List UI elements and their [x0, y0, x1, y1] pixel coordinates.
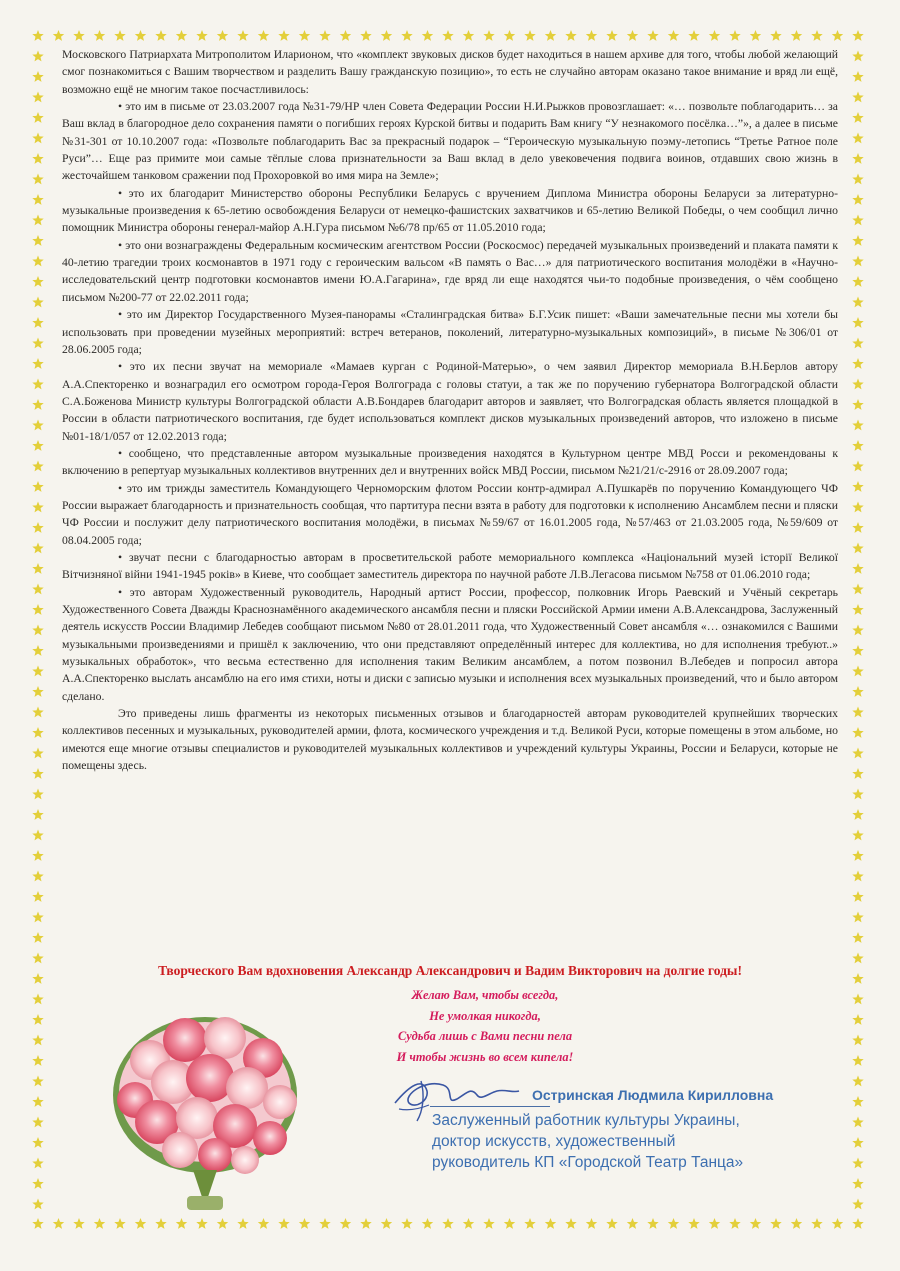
poem-line: Желаю Вам, чтобы всегда,: [411, 988, 559, 1002]
signer-title-line: Заслуженный работник культуры Украины,: [432, 1112, 740, 1129]
border-star-icon: [852, 912, 863, 923]
border-star-icon: [32, 1035, 43, 1046]
border-star-icon: [606, 30, 617, 41]
border-star-icon: [729, 1218, 740, 1229]
border-star-icon: [709, 30, 720, 41]
border-star-icon: [852, 379, 863, 390]
border-star-icon: [32, 71, 43, 82]
border-star-icon: [32, 440, 43, 451]
border-star-icon: [360, 1218, 371, 1229]
border-star-icon: [32, 379, 43, 390]
border-star-icon: [422, 1218, 433, 1229]
border-star-icon: [770, 1218, 781, 1229]
paragraph-conclusion: Это приведены лишь фрагменты из некоторых письменных отзывов и благодарностей авторам руководителей крупнейших творческих коллективов песенных и музыкальных, руководителей армии, флота, космического учреждения и т.д. Великой Руси, которые помещены в этом альбоме, но имеются еще многие отзывы специалистов и руководителей музыкальных коллективов и учреждений культуры Украины, России и Беларуси, которые не помещены здесь.: [62, 707, 838, 773]
border-star-icon: [32, 645, 43, 656]
border-star-icon: [852, 809, 863, 820]
border-star-icon: [852, 481, 863, 492]
border-star-icon: [463, 30, 474, 41]
border-star-icon: [524, 1218, 535, 1229]
border-star-icon: [32, 481, 43, 492]
border-star-icon: [852, 1218, 863, 1229]
border-star-icon: [32, 1137, 43, 1148]
border-star-icon: [360, 30, 371, 41]
border-star-icon: [32, 1055, 43, 1066]
border-star-icon: [155, 1218, 166, 1229]
border-star-icon: [647, 1218, 658, 1229]
paragraph-ryzhkov: • это им в письме от 23.03.2007 года №31-79/НР член Совета Федерации России Н.И.Рыжков провозглашает: «… позвольте поблагодарить… за Ваш вклад в благородное дело сохранения памяти о погибших героях Курской битвы и подарить Вам книгу “У незнакомого посёлка…”», а далее в письме №31-301 от 10.10.2007 года: «Позвольте поблагодарить Вас за прекрасный подарок – “Героическую музыкальную поэму-летопись “Третье Ратное поле Руси”… Еще раз примите мои самые тёплые слова признательности за Ваш вклад в дело увековечения подвига воинов, отдавших свою жизнь в жесточайшем танковом сражении под Прохоровкой во имя мира на Земле»;: [62, 100, 838, 183]
border-star-icon: [299, 30, 310, 41]
border-star-icon: [791, 1218, 802, 1229]
border-star-icon: [668, 1218, 679, 1229]
paragraph-kiev-museum: • звучат песни с благодарностью авторам в просветительской работе мемориального комплекса «Національний музей історії Великої Вітчизняної війни 1941-1945 років» в Киеве, что сообщает заместитель директора по научной работе Л.В.Легасова письмом №758 от 01.06.2010 года;: [62, 550, 838, 582]
border-star-icon: [381, 30, 392, 41]
border-star-icon: [237, 1218, 248, 1229]
border-star-icon: [32, 809, 43, 820]
border-star-icon: [319, 30, 330, 41]
border-star-icon: [852, 256, 863, 267]
signer-title-line: доктор искусств, художественный: [432, 1133, 676, 1150]
border-star-icon: [237, 30, 248, 41]
border-star-icon: [852, 1055, 863, 1066]
border-star-icon: [196, 1218, 207, 1229]
border-star-icon: [32, 891, 43, 902]
border-star-icon: [53, 1218, 64, 1229]
poem-line: Не умолкая никогда,: [429, 1008, 541, 1023]
border-star-icon: [32, 994, 43, 1005]
border-star-icon: [852, 748, 863, 759]
border-star-icon: [53, 30, 64, 41]
poem-line: Судьба лишь с Вами песни пела: [397, 1029, 573, 1043]
border-star-icon: [852, 30, 863, 41]
border-star-icon: [832, 1218, 843, 1229]
border-star-icon: [32, 522, 43, 533]
border-star-icon: [32, 563, 43, 574]
border-star-icon: [852, 153, 863, 164]
border-star-icon: [32, 215, 43, 226]
border-star-icon: [32, 358, 43, 369]
border-star-icon: [176, 1218, 187, 1229]
border-star-icon: [114, 30, 125, 41]
border-star-icon: [852, 440, 863, 451]
border-star-icon: [73, 1218, 84, 1229]
border-star-icon: [196, 30, 207, 41]
paragraph-mamaev-kurgan: • это их песни звучат на мемориале «Мамаев курган с Родиной-Матерью», о чем заявил Директор мемориала В.Н.Берлов автору А.А.Спекторенко и вознаградил его осмотром города-Героя Волгограда с головы статуи, а так же по поручению губернатора Волгоградской области С.А.Боженова Министр культуры Волгоградской области А.В.Бондарев благодарит авторов и заявляет, что Волгоградская область является площадкой в России в области патриотического воспитания, где будет использоваться комплект дисков музыкальных произведений авторов, что изложено в письме №01-18/1/057 от 12.02.2013 года;: [62, 360, 838, 443]
border-star-icon: [32, 973, 43, 984]
border-star-icon: [32, 871, 43, 882]
border-star-icon: [852, 645, 863, 656]
border-star-icon: [852, 174, 863, 185]
border-star-icon: [32, 51, 43, 62]
border-star-icon: [852, 666, 863, 677]
border-star-icon: [811, 30, 822, 41]
border-star-icon: [852, 543, 863, 554]
border-star-icon: [32, 133, 43, 144]
border-star-icon: [32, 789, 43, 800]
border-star-icon: [135, 30, 146, 41]
border-star-icon: [32, 30, 43, 41]
signer-title-line: руководитель КП «Городской Театр Танца»: [432, 1154, 744, 1171]
border-star-icon: [770, 30, 781, 41]
border-star-icon: [319, 1218, 330, 1229]
border-star-icon: [442, 30, 453, 41]
border-star-icon: [401, 1218, 412, 1229]
border-star-icon: [852, 1076, 863, 1087]
border-star-icon: [504, 30, 515, 41]
border-star-icon: [668, 30, 679, 41]
border-star-icon: [647, 30, 658, 41]
border-star-icon: [852, 686, 863, 697]
border-star-icon: [258, 1218, 269, 1229]
border-star-icon: [852, 297, 863, 308]
border-star-icon: [32, 1117, 43, 1128]
border-star-icon: [852, 317, 863, 328]
border-star-icon: [688, 1218, 699, 1229]
border-star-icon: [94, 30, 105, 41]
border-star-icon: [32, 830, 43, 841]
border-star-icon: [586, 1218, 597, 1229]
paragraph-stalingrad-museum: • это им Директор Государственного Музея-панорамы «Сталинградская битва» Б.Г.Усик пишет: «Ваши замечательные песни мы хотели бы использовать при проведении музейных мероприятий: встреч ветеранов, поколений, литературно-музыкальных композиций», в письме №306/01 от 28.06.2005 года;: [62, 308, 838, 356]
border-star-icon: [852, 994, 863, 1005]
border-star-icon: [32, 748, 43, 759]
flower-bouquet-image: [105, 1000, 305, 1215]
border-star-icon: [401, 30, 412, 41]
paragraph-alexandrov-ensemble: • это авторам Художественный руководитель, Народный артист России, профессор, полковник Игорь Раевский и Учёный секретарь Художественного Совета Дважды Краснознамённого академического ансамбля песни и пляски Российской Армии имени А.В.Александрова, Заслуженный деятель искусств России Владимир Лебедев сообщают письмом №80 от 28.01.2011 года, что Художественный Совет ансамбля «… ознакомился с Вашими музыкальными произведениями и пришёл к заключению, что они представляют определённый интерес для коллектива, но для исполнения требуют..» музыкальных обработок», что весьма естественно для исполнения таким Великим ансамблем, а потом позвонил В.Лебедев и попросил автора А.А.Спекторенко выслать ансамблю на его имя стихи, ноты и диски с записью музыки и исполнения всех музыкальных произведений, что и было автором сделано.: [62, 585, 838, 703]
border-star-icon: [852, 1137, 863, 1148]
border-star-icon: [852, 1158, 863, 1169]
border-star-icon: [32, 1158, 43, 1169]
border-star-icon: [32, 707, 43, 718]
border-star-icon: [852, 1035, 863, 1046]
border-star-icon: [852, 789, 863, 800]
border-star-icon: [114, 1218, 125, 1229]
border-star-icon: [627, 1218, 638, 1229]
border-star-icon: [258, 30, 269, 41]
border-star-icon: [32, 1218, 43, 1229]
border-star-icon: [852, 71, 863, 82]
border-star-icon: [852, 830, 863, 841]
border-star-icon: [340, 30, 351, 41]
border-star-icon: [852, 768, 863, 779]
border-star-icon: [791, 30, 802, 41]
border-star-icon: [852, 625, 863, 636]
border-star-icon: [852, 215, 863, 226]
border-star-icon: [32, 932, 43, 943]
border-star-icon: [217, 1218, 228, 1229]
border-star-icon: [545, 1218, 556, 1229]
border-star-icon: [852, 563, 863, 574]
border-star-icon: [565, 1218, 576, 1229]
border-star-icon: [524, 30, 535, 41]
border-star-icon: [155, 30, 166, 41]
border-star-icon: [32, 625, 43, 636]
border-star-icon: [852, 133, 863, 144]
border-star-icon: [545, 30, 556, 41]
border-star-icon: [32, 953, 43, 964]
border-star-icon: [811, 1218, 822, 1229]
border-star-icon: [504, 1218, 515, 1229]
border-star-icon: [32, 768, 43, 779]
border-star-icon: [32, 912, 43, 923]
border-star-icon: [852, 584, 863, 595]
border-star-icon: [586, 30, 597, 41]
border-star-icon: [32, 1096, 43, 1107]
border-star-icon: [463, 1218, 474, 1229]
border-star-icon: [852, 727, 863, 738]
border-star-icon: [32, 584, 43, 595]
border-star-icon: [32, 297, 43, 308]
border-star-icon: [832, 30, 843, 41]
border-star-icon: [32, 686, 43, 697]
border-star-icon: [606, 1218, 617, 1229]
border-star-icon: [852, 1014, 863, 1025]
border-star-icon: [32, 666, 43, 677]
border-star-icon: [852, 707, 863, 718]
border-star-icon: [852, 891, 863, 902]
border-star-icon: [852, 358, 863, 369]
border-star-icon: [729, 30, 740, 41]
border-star-icon: [852, 461, 863, 472]
border-star-icon: [32, 92, 43, 103]
border-star-icon: [299, 1218, 310, 1229]
border-star-icon: [32, 153, 43, 164]
border-star-icon: [852, 850, 863, 861]
border-star-icon: [32, 112, 43, 123]
border-star-icon: [852, 399, 863, 410]
border-star-icon: [381, 1218, 392, 1229]
wish-heading: Творческого Вам вдохновения Александр Александрович и Вадим Викторович на долгие годы!: [158, 963, 742, 978]
border-star-icon: [32, 1014, 43, 1025]
border-star-icon: [852, 112, 863, 123]
border-star-icon: [565, 30, 576, 41]
signer-name: Остринская Людмила Кирилловна: [532, 1087, 774, 1103]
border-star-icon: [750, 1218, 761, 1229]
border-star-icon: [32, 256, 43, 267]
border-star-icon: [852, 871, 863, 882]
signature-underline: [430, 1106, 550, 1107]
border-star-icon: [852, 1199, 863, 1210]
border-star-icon: [32, 1178, 43, 1189]
paragraph-mvd: • сообщено, что представленные автором музыкальные произведения находятся в Культурном центре МВД Росси и рекомендованы к включению в репертуар музыкальных коллективов внутренних дел и внутренних войск МВД России, письмом №21/21/с-2916 от 28.09.2007 года;: [62, 446, 838, 478]
border-star-icon: [852, 51, 863, 62]
border-star-icon: [688, 30, 699, 41]
border-star-icon: [94, 1218, 105, 1229]
border-star-icon: [32, 276, 43, 287]
border-star-icon: [32, 317, 43, 328]
paragraph-black-sea-fleet: • это им трижды заместитель Командующего Черноморским флотом России контр-адмирал А.Пушкарёв по поручению Командующего ЧФ России выражает благодарность и признательность сообщая, что партитура песни взята в работу для подготовки к исполнению Ансамблем песни и пляски ЧФ России и послужит делу патриотического воспитания молодёжи, в письмах №59/67 от 16.01.2005 года, №57/463 от 21.03.2005 года, №59/609 от 08.04.2005 года;: [62, 481, 838, 547]
border-star-icon: [852, 276, 863, 287]
paragraph-belarus-defense: • это их благодарит Министерство обороны Республики Беларусь с вручением Диплома Министра обороны Беларуси за литературно-музыкальные произведения к 65-летию освобождения Беларуси от немецко-фашистских захватчиков и 65-летию Великой Победы, о чем сообщил лично помощник Министра обороны генерал-майор А.Н.Гура письмом №6/78 пр/65 от 11.05.2010 года;: [62, 186, 838, 235]
border-star-icon: [278, 30, 289, 41]
border-star-icon: [709, 1218, 720, 1229]
paragraph-intro: Московского Патриархата Митрополитом Иларионом, что «комплект звуковых дисков будет находиться в нашем архиве для того, чтобы любой желающий смог познакомиться с Вашим творчеством и разделить Вашу гражданскую позицию», то есть не случайно авторам оказано такое внимание и вряд ли ещё, возможно ещё не многим такое посчастливилось:: [62, 48, 838, 96]
border-star-icon: [32, 1076, 43, 1087]
signer-title: [432, 1110, 762, 1173]
border-star-icon: [217, 30, 228, 41]
border-star-icon: [852, 235, 863, 246]
border-star-icon: [483, 1218, 494, 1229]
border-star-icon: [442, 1218, 453, 1229]
border-star-icon: [852, 1096, 863, 1107]
poem: [340, 985, 630, 1067]
border-star-icon: [32, 338, 43, 349]
border-star-icon: [176, 30, 187, 41]
border-star-icon: [852, 502, 863, 513]
paragraph-roscosmos: • это они вознаграждены Федеральным космическим агентством России (Роскосмос) передачей музыкальных произведений и плаката памяти к 40-летию трагедии троих космонавтов в 1971 году с героическим вальсом «В память о Вас…» для патриотического воспитания молодёжи в «Научно-исследовательский центр подготовки космонавтов имени Ю.А.Гагарина», где вряд ли еще находятся чьи-то подобные произведения, о чём сообщено письмом №200-77 от 22.02.2011 года;: [62, 238, 838, 304]
border-star-icon: [32, 543, 43, 554]
border-star-icon: [32, 194, 43, 205]
border-star-icon: [278, 1218, 289, 1229]
border-star-icon: [852, 932, 863, 943]
border-star-icon: [73, 30, 84, 41]
border-star-icon: [852, 194, 863, 205]
border-star-icon: [340, 1218, 351, 1229]
letter-body: [62, 46, 838, 774]
border-star-icon: [135, 1218, 146, 1229]
border-star-icon: [852, 420, 863, 431]
border-star-icon: [852, 953, 863, 964]
border-star-icon: [32, 850, 43, 861]
border-star-icon: [852, 1178, 863, 1189]
border-star-icon: [422, 30, 433, 41]
border-star-icon: [32, 235, 43, 246]
border-star-icon: [483, 30, 494, 41]
border-star-icon: [32, 502, 43, 513]
border-star-icon: [852, 604, 863, 615]
border-star-icon: [32, 420, 43, 431]
border-star-icon: [852, 92, 863, 103]
border-star-icon: [852, 973, 863, 984]
border-star-icon: [32, 1199, 43, 1210]
border-star-icon: [32, 727, 43, 738]
border-star-icon: [32, 461, 43, 472]
border-star-icon: [32, 399, 43, 410]
border-star-icon: [32, 174, 43, 185]
poem-line: И чтобы жизнь во всем кипела!: [396, 1049, 574, 1064]
border-star-icon: [852, 1117, 863, 1128]
border-star-icon: [750, 30, 761, 41]
border-star-icon: [852, 522, 863, 533]
border-star-icon: [32, 604, 43, 615]
border-star-icon: [852, 338, 863, 349]
border-star-icon: [627, 30, 638, 41]
